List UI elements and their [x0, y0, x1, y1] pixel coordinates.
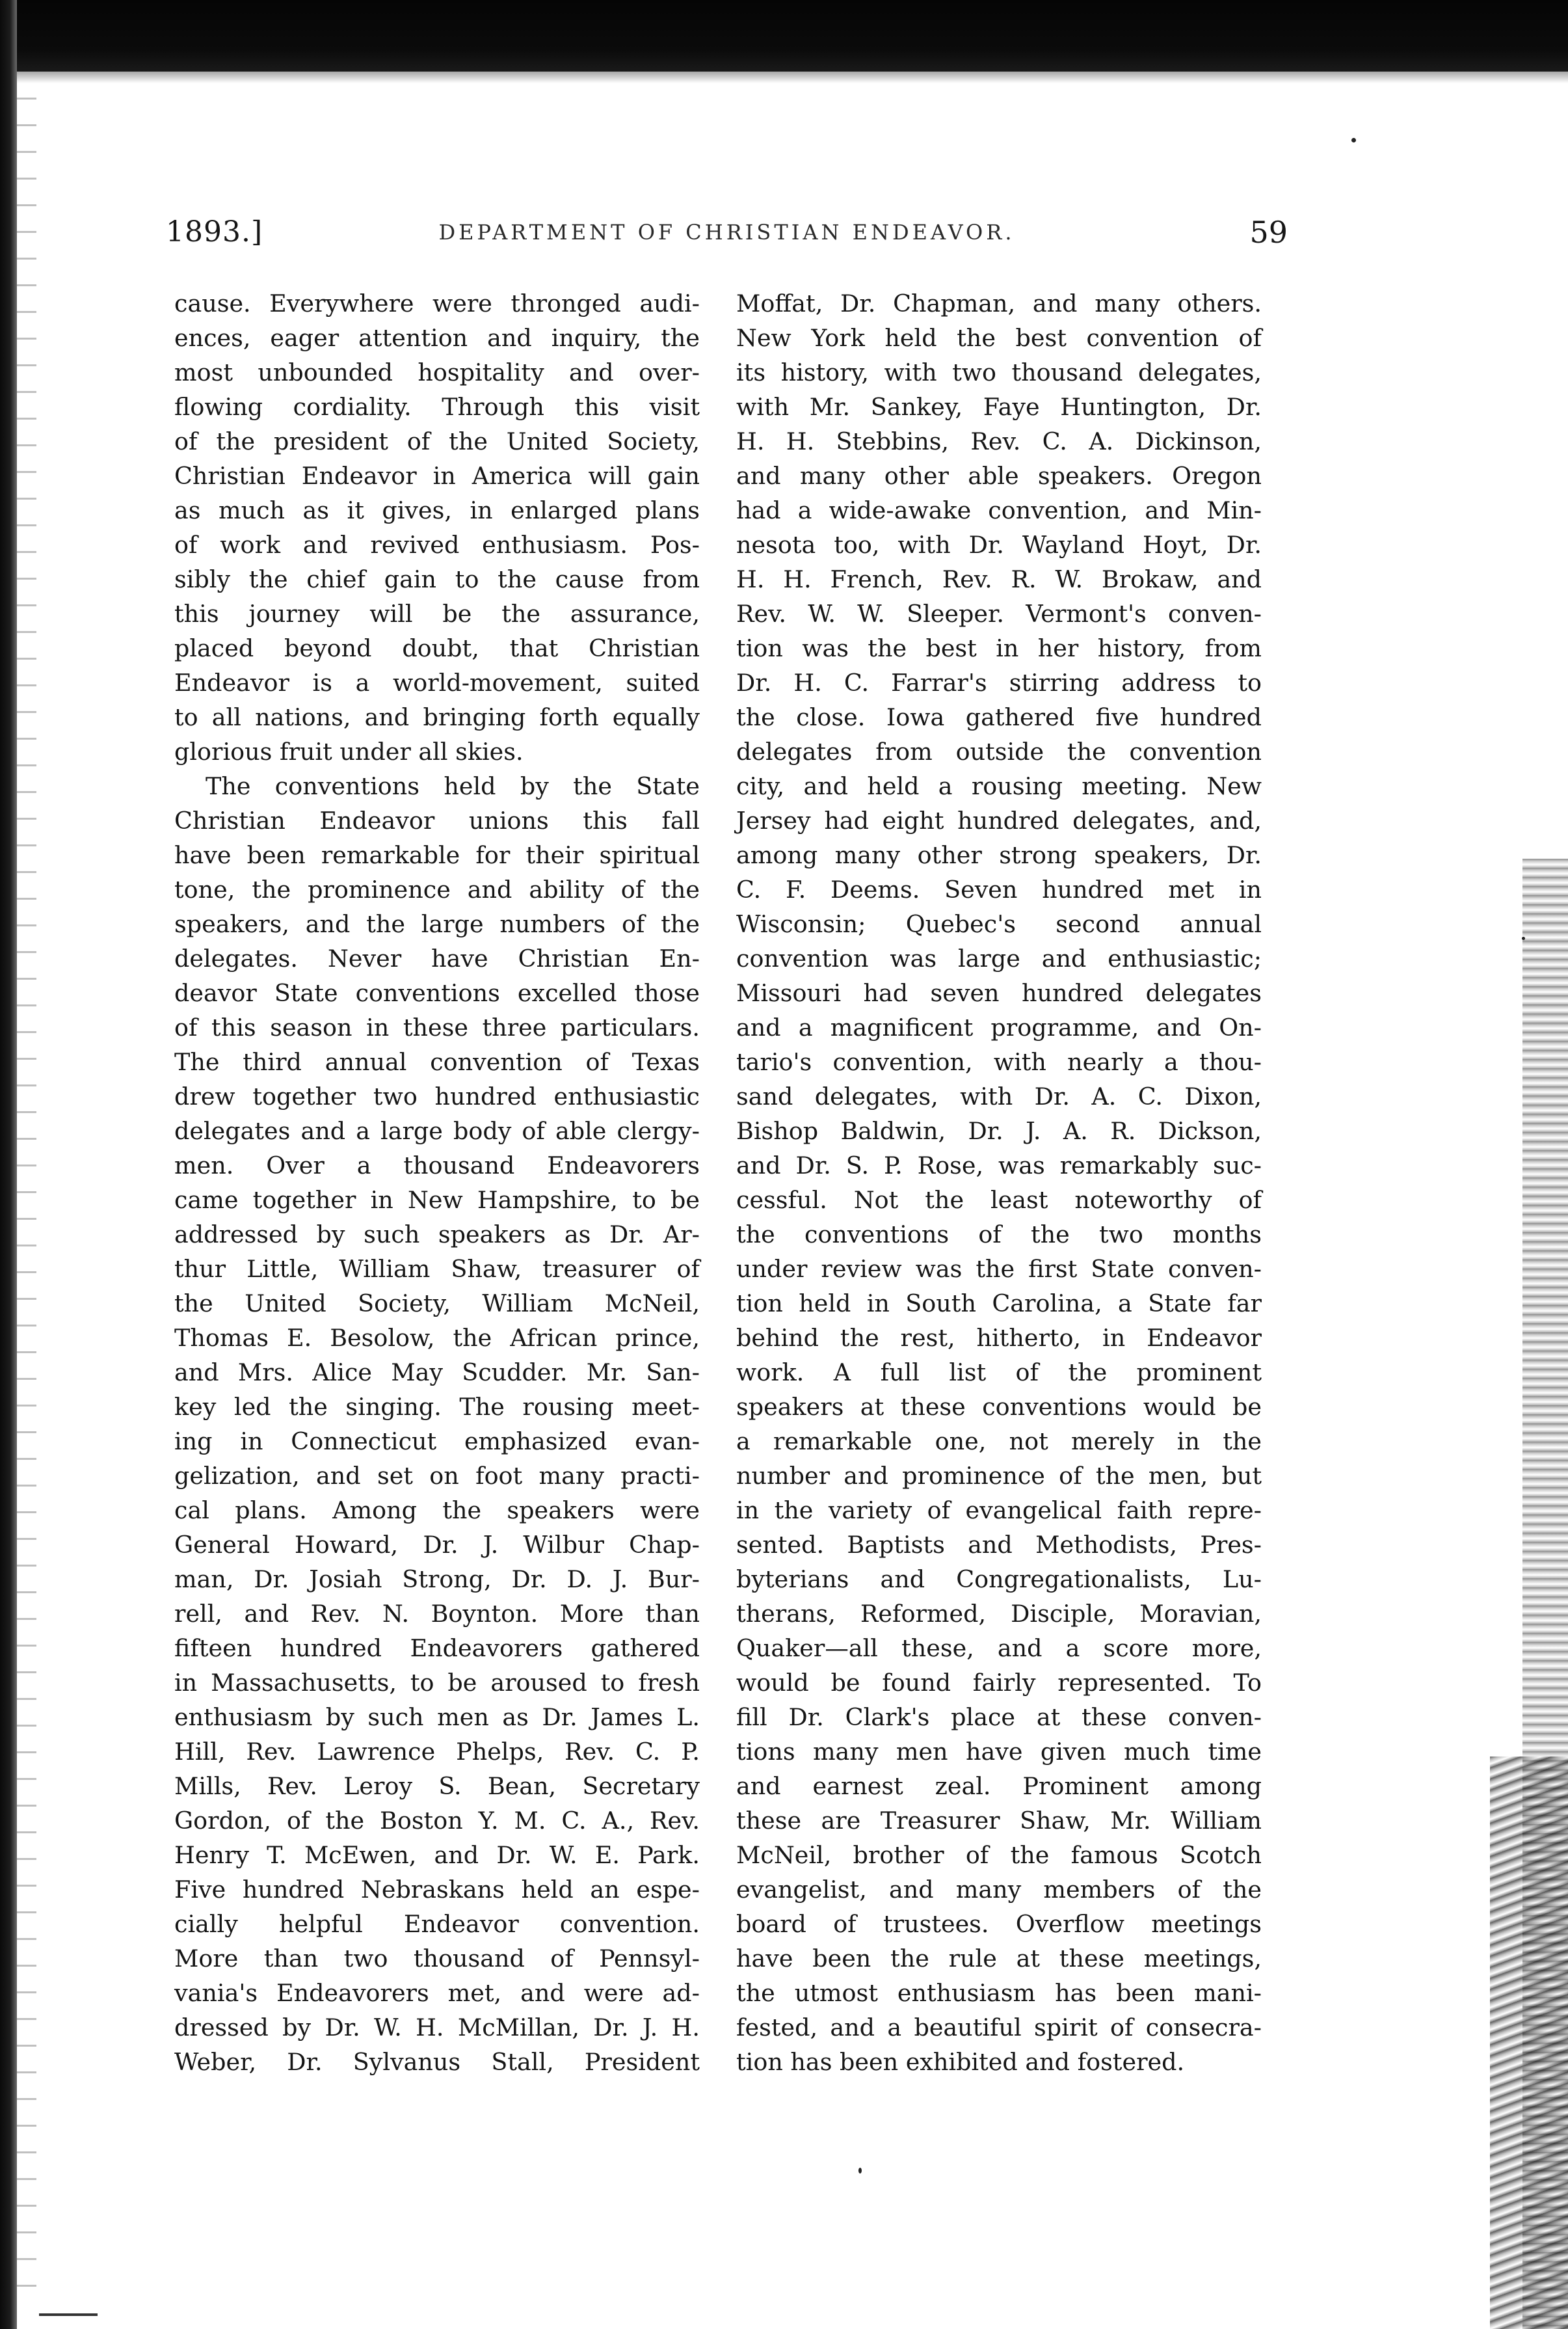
text-line: New York held the best convention of	[736, 324, 1262, 352]
text-line: sibly the chief gain to the cause from	[174, 565, 700, 593]
text-line: addressed by such speakers as Dr. Ar-	[174, 1220, 700, 1248]
scan-speck	[858, 2168, 862, 2174]
text-line: would be found fairly represented. To	[736, 1669, 1262, 1697]
text-line: cal plans. Among the speakers were	[174, 1496, 700, 1524]
text-line: and Mrs. Alice May Scudder. Mr. San-	[174, 1358, 700, 1386]
text-line: H. H. Stebbins, Rev. C. A. Dickinson,	[736, 427, 1262, 455]
text-line: among many other strong speakers, Dr.	[736, 841, 1262, 869]
text-line: have been the rule at these meetings,	[736, 1945, 1262, 1972]
right-text-column	[736, 286, 1262, 2079]
text-line: work. A full list of the prominent	[736, 1358, 1262, 1386]
text-line: delegates. Never have Christian En-	[174, 945, 700, 973]
text-line: byterians and Congregationalists, Lu-	[736, 1565, 1262, 1593]
text-line: the utmost enthusiasm has been mani-	[736, 1979, 1262, 2007]
text-line: Jersey had eight hundred delegates, and,	[736, 807, 1262, 835]
text-line: delegates and a large body of able clergy-	[174, 1117, 700, 1145]
text-line: the conventions of the two months	[736, 1220, 1262, 1248]
text-line: General Howard, Dr. J. Wilbur Chap-	[174, 1531, 700, 1559]
text-line: flowing cordiality. Through this visit	[174, 393, 700, 421]
text-line: behind the rest, hitherto, in Endeavor	[736, 1324, 1262, 1352]
text-line: under review was the first State conven-	[736, 1255, 1262, 1283]
text-line: a remarkable one, not merely in the	[736, 1427, 1262, 1455]
text-line: thur Little, William Shaw, treasurer of	[174, 1255, 700, 1283]
text-line: H. H. French, Rev. R. W. Brokaw, and	[736, 565, 1262, 593]
running-header	[166, 211, 1288, 253]
text-line: tion has been exhibited and fostered.	[736, 2048, 1185, 2076]
text-line: the close. Iowa gathered five hundred	[736, 703, 1262, 731]
text-line: these are Treasurer Shaw, Mr. William	[736, 1807, 1262, 1835]
text-line: and a magnificent programme, and On-	[736, 1014, 1262, 1042]
scan-speck	[1351, 138, 1356, 142]
text-line: came together in New Hampshire, to be	[174, 1186, 700, 1214]
text-line: and earnest zeal. Prominent among	[736, 1772, 1262, 1800]
text-line: fifteen hundred Endeavorers gathered	[174, 1634, 700, 1662]
text-line: Endeavor is a world-movement, suited	[174, 669, 700, 697]
text-line: speakers, and the large numbers of the	[174, 910, 700, 938]
text-line: Weber, Dr. Sylvanus Stall, President	[174, 2048, 700, 2076]
text-line: speakers at these conventions would be	[736, 1393, 1262, 1421]
text-line: The third annual convention of Texas	[174, 1048, 700, 1076]
text-line: Rev. W. W. Sleeper. Vermont's conven-	[736, 600, 1262, 628]
text-line: had a wide-awake convention, and Min-	[736, 496, 1262, 524]
text-line: with Mr. Sankey, Faye Huntington, Dr.	[736, 393, 1262, 421]
text-line: evangelist, and many members of the	[736, 1876, 1262, 1904]
text-line: of the president of the United Society,	[174, 427, 700, 455]
scan-right-edge-noise-lower	[1490, 1757, 1568, 2329]
text-line: enthusiasm by such men as Dr. James L.	[174, 1703, 700, 1731]
text-line: Dr. H. C. Farrar's stirring address to	[736, 669, 1262, 697]
header-year: 1893.]	[166, 215, 263, 249]
text-line: drew together two hundred enthusiastic	[174, 1083, 700, 1111]
text-line: number and prominence of the men, but	[736, 1462, 1262, 1490]
scan-speck	[1522, 937, 1525, 940]
text-line: Quaker—all these, and a score more,	[736, 1634, 1262, 1662]
text-line: tario's convention, with nearly a thou-	[736, 1048, 1262, 1076]
text-line: cially helpful Endeavor convention.	[174, 1910, 700, 1938]
text-line: therans, Reformed, Disciple, Moravian,	[736, 1600, 1262, 1628]
page-number: 59	[1249, 215, 1288, 250]
scan-top-border	[0, 0, 1568, 72]
left-text-column	[174, 286, 700, 2079]
text-line: The conventions held by the State	[206, 772, 700, 800]
text-line: this journey will be the assurance,	[174, 600, 700, 628]
text-line: McNeil, brother of the famous Scotch	[736, 1841, 1262, 1869]
text-line: city, and held a rousing meeting. New	[736, 772, 1262, 800]
text-line: delegates from outside the convention	[736, 738, 1262, 766]
text-line: men. Over a thousand Endeavorers	[174, 1151, 700, 1179]
text-line: cause. Everywhere were thronged audi-	[174, 289, 700, 317]
text-line: Five hundred Nebraskans held an espe-	[174, 1876, 700, 1904]
text-line: ences, eager attention and inquiry, the	[174, 324, 700, 352]
text-line: fill Dr. Clark's place at these conven-	[736, 1703, 1262, 1731]
text-line: key led the singing. The rousing meet-	[174, 1393, 700, 1421]
text-line: its history, with two thousand delegates,	[736, 358, 1262, 386]
text-line: Christian Endeavor in America will gain	[174, 462, 700, 490]
text-line: Henry T. McEwen, and Dr. W. E. Park.	[174, 1841, 700, 1869]
text-line: and Dr. S. P. Rose, was remarkably suc-	[736, 1151, 1262, 1179]
text-line: ing in Connecticut emphasized evan-	[174, 1427, 700, 1455]
text-line: tion held in South Carolina, a State far	[736, 1289, 1262, 1317]
text-line: board of trustees. Overflow meetings	[736, 1910, 1262, 1938]
text-line: tion was the best in her history, from	[736, 634, 1262, 662]
text-line: have been remarkable for their spiritual	[174, 841, 700, 869]
text-line: vania's Endeavorers met, and were ad-	[174, 1979, 700, 2007]
text-line: Missouri had seven hundred delegates	[736, 979, 1262, 1007]
text-line: deavor State conventions excelled those	[174, 979, 700, 1007]
scan-left-border	[0, 0, 17, 2329]
text-line: of work and revived enthusiasm. Pos-	[174, 531, 700, 559]
text-line: More than two thousand of Pennsyl-	[174, 1945, 700, 1972]
text-line: Christian Endeavor unions this fall	[174, 807, 700, 835]
scan-left-marks	[17, 98, 36, 2296]
text-line: to all nations, and bringing forth equally	[174, 703, 700, 731]
text-line: Mills, Rev. Leroy S. Bean, Secretary	[174, 1772, 700, 1800]
text-line: Thomas E. Besolow, the African prince,	[174, 1324, 700, 1352]
text-line: and many other able speakers. Oregon	[736, 462, 1262, 490]
text-line: nesota too, with Dr. Wayland Hoyt, Dr.	[736, 531, 1262, 559]
text-line: Moffat, Dr. Chapman, and many others.	[736, 289, 1262, 317]
text-line: in the variety of evangelical faith repre-	[736, 1496, 1262, 1524]
text-line: most unbounded hospitality and over-	[174, 358, 700, 386]
text-line: in Massachusetts, to be aroused to fresh	[174, 1669, 700, 1697]
text-line: rell, and Rev. N. Boynton. More than	[174, 1600, 700, 1628]
text-line: Gordon, of the Boston Y. M. C. A., Rev.	[174, 1807, 700, 1835]
text-line: as much as it gives, in enlarged plans	[174, 496, 700, 524]
text-line: Hill, Rev. Lawrence Phelps, Rev. C. P.	[174, 1738, 700, 1766]
text-line: glorious fruit under all skies.	[174, 738, 524, 766]
text-line: gelization, and set on foot many practi-	[174, 1462, 700, 1490]
scan-bottom-mark	[39, 2313, 98, 2316]
text-line: tone, the prominence and ability of the	[174, 876, 700, 904]
text-line: man, Dr. Josiah Strong, Dr. D. J. Bur-	[174, 1565, 700, 1593]
text-line: fested, and a beautiful spirit of consecra-	[736, 2013, 1262, 2041]
text-line: of this season in these three particulars.	[174, 1014, 700, 1042]
text-line: placed beyond doubt, that Christian	[174, 634, 700, 662]
text-line: the United Society, William McNeil,	[174, 1289, 700, 1317]
text-line: Wisconsin; Quebec's second annual	[736, 910, 1262, 938]
text-line: dressed by Dr. W. H. McMillan, Dr. J. H.	[174, 2013, 700, 2041]
text-line: Bishop Baldwin, Dr. J. A. R. Dickson,	[736, 1117, 1262, 1145]
text-line: cessful. Not the least noteworthy of	[736, 1186, 1262, 1214]
text-line: convention was large and enthusiastic;	[736, 945, 1262, 973]
text-line: sented. Baptists and Methodists, Pres-	[736, 1531, 1262, 1559]
text-line: tions many men have given much time	[736, 1738, 1262, 1766]
text-line: sand delegates, with Dr. A. C. Dixon,	[736, 1083, 1262, 1111]
header-title: DEPARTMENT OF CHRISTIAN ENDEAVOR.	[438, 220, 1015, 245]
text-line: C. F. Deems. Seven hundred met in	[736, 876, 1262, 904]
